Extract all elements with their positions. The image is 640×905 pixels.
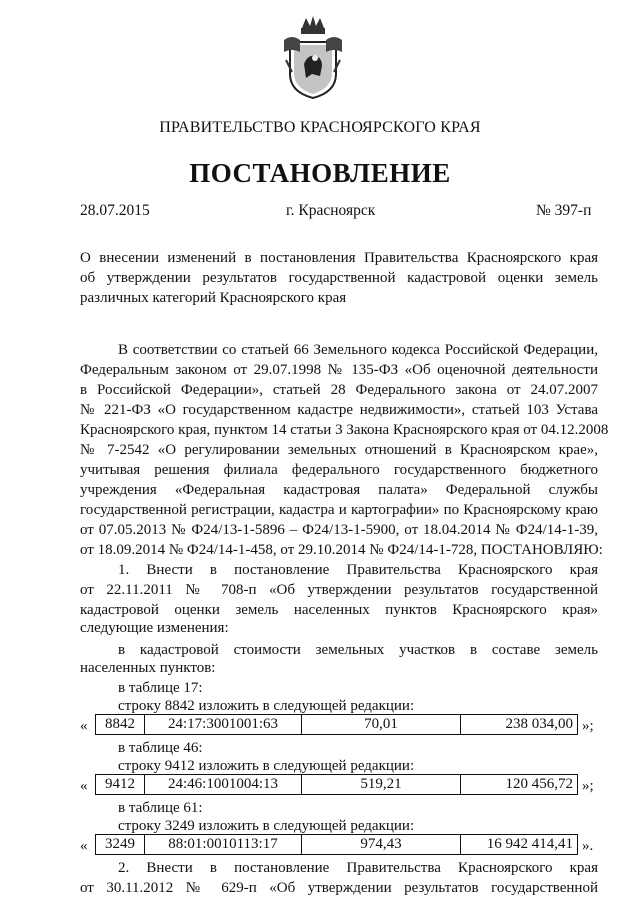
item2-line: от 30.11.2012 № 629-п «Об утверждении результатов государственной <box>80 880 598 896</box>
document-city: г. Красноярск <box>286 202 376 219</box>
table-row <box>96 775 578 795</box>
row-number-cell: 8842 <box>96 715 145 735</box>
row-instruction: строку 3249 изложить в следующей редакции: <box>118 818 415 834</box>
preamble-line: В соответствии со статьей 66 Земельного кодекса Российской Федерации, <box>118 342 598 358</box>
item2-line: 2. Внести в постановление Правительства Красноярского края <box>118 860 598 876</box>
specific-value-cell: 519,21 <box>302 775 461 795</box>
open-quote: « <box>80 778 88 794</box>
replacement-row-table <box>95 834 578 855</box>
row-instruction: строку 9412 изложить в следующей редакции: <box>118 758 415 774</box>
close-quote: ». <box>582 838 594 854</box>
preamble-line: № 221-ФЗ «О государственном кадастре недвижимости», статьей 103 Устава <box>80 402 598 418</box>
table-label: в таблице 17: <box>118 680 203 696</box>
replacement-row-table <box>95 714 578 735</box>
open-quote: « <box>80 838 88 854</box>
document-date: 28.07.2015 <box>80 202 150 219</box>
row-instruction: строку 8842 изложить в следующей редакции: <box>118 698 415 714</box>
document-type-title: ПОСТАНОВЛЕНИЕ <box>189 158 451 188</box>
row-number-cell: 3249 <box>96 835 145 855</box>
preamble-line: учитывая решения филиала федерального государственного бюджетного <box>80 462 598 478</box>
table-row <box>96 715 578 735</box>
item1-line: в кадастровой стоимости земельных участков в составе земель <box>118 642 598 658</box>
table-row <box>96 835 578 855</box>
table-label: в таблице 61: <box>118 800 203 816</box>
item1-line: следующие изменения: <box>80 620 229 636</box>
item1-line: населенных пунктов: <box>80 660 216 676</box>
row-number-cell: 9412 <box>96 775 145 795</box>
title-line: О внесении изменений в постановления Правительства Красноярского края <box>80 250 598 266</box>
title-line: различных категорий Красноярского края <box>80 290 347 306</box>
document-number: № 397-п <box>536 202 592 219</box>
table-label: в таблице 46: <box>118 740 203 756</box>
preamble-line: в Российской Федерации», статьей 28 Федерального закона от 24.07.2007 <box>80 382 598 398</box>
title-line: об утверждении результатов государственной кадастровой оценки земель <box>80 270 598 286</box>
close-quote: »; <box>582 778 594 794</box>
close-quote: »; <box>582 718 594 734</box>
item1-line: от 22.11.2011 № 708-п «Об утверждении результатов государственной <box>80 582 598 598</box>
preamble-line: Красноярского края, пунктом 14 статьи 3 Закона Красноярского края от 04.12.2008 <box>80 422 609 438</box>
cadastral-number-cell: 88:01:0010113:17 <box>145 835 302 855</box>
coat-of-arms-emblem <box>282 14 344 100</box>
preamble-line: Федеральным законом от 29.07.1998 № 135-ФЗ «Об оценочной деятельности <box>80 362 598 378</box>
open-quote: « <box>80 718 88 734</box>
specific-value-cell: 974,43 <box>302 835 461 855</box>
cadastral-value-cell: 16 942 414,41 <box>461 835 578 855</box>
item1-line: 1. Внести в постановление Правительства Красноярского края <box>118 562 598 578</box>
cadastral-number-cell: 24:46:1001004:13 <box>145 775 302 795</box>
preamble-line: от 18.09.2014 № Ф24/14-1-458, от 29.10.2014 № Ф24/14-1-728, ПОСТАНОВЛЯЮ: <box>80 542 603 558</box>
preamble-line: государственной регистрации, кадастра и картографии» по Красноярскому краю <box>80 502 598 518</box>
preamble-line: учреждения «Федеральная кадастровая палата» Федеральной службы <box>80 482 598 498</box>
item1-line: кадастровой оценки земель населенных пунктов Красноярского края» <box>80 602 598 618</box>
preamble-line: № 7-2542 «О регулировании земельных отношений в Красноярском крае», <box>80 442 598 458</box>
specific-value-cell: 70,01 <box>302 715 461 735</box>
cadastral-value-cell: 238 034,00 <box>461 715 578 735</box>
replacement-row-table <box>95 774 578 795</box>
government-name: ПРАВИТЕЛЬСТВО КРАСНОЯРСКОГО КРАЯ <box>159 119 481 136</box>
cadastral-value-cell: 120 456,72 <box>461 775 578 795</box>
cadastral-number-cell: 24:17:3001001:63 <box>145 715 302 735</box>
preamble-line: от 07.05.2013 № Ф24/13-1-5896 – Ф24/13-1-5900, от 18.04.2014 № Ф24/14-1-39, <box>80 522 598 538</box>
